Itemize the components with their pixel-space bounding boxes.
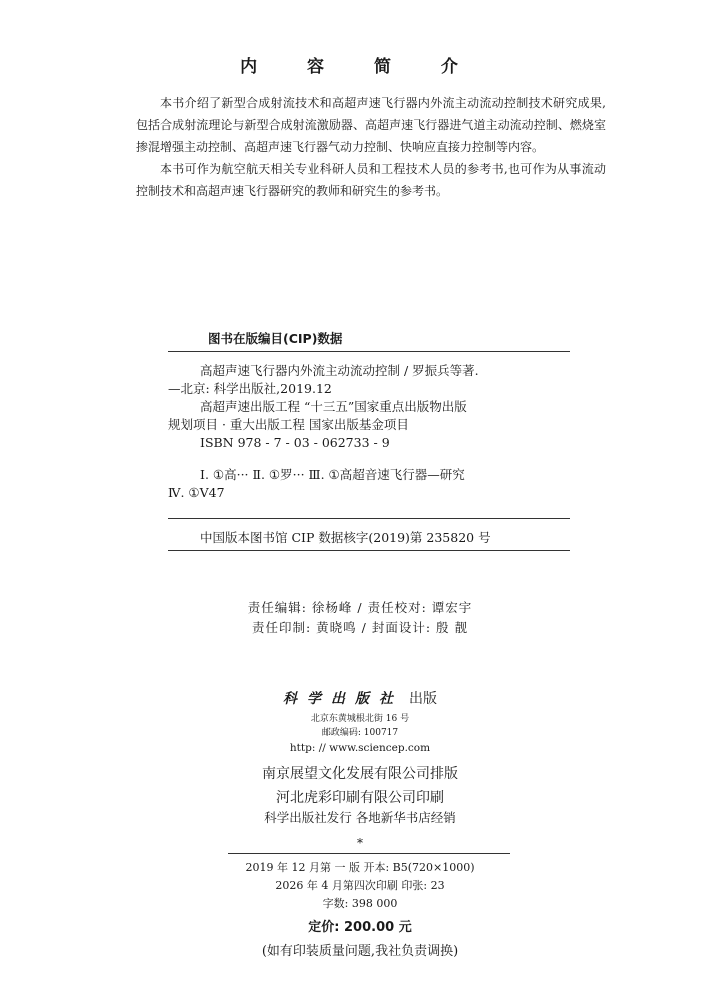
cip-classification-1: Ⅰ. ①高··· Ⅱ. ①罗··· Ⅲ. ①高超音速飞行器—研究	[200, 467, 465, 482]
cip-isbn: ISBN 978 - 7 - 03 - 062733 - 9	[200, 435, 390, 450]
cip-body	[168, 362, 568, 502]
word-count: 字数: 398 000	[322, 897, 398, 910]
printing-line: 2026 年 4 月第四次印刷 印张: 23	[275, 879, 445, 892]
printer-line: 河北虎彩印刷有限公司印刷	[276, 790, 444, 806]
quality-notice: (如有印装质量问题,我社负责调换)	[261, 944, 459, 959]
cip-top-rule	[168, 351, 570, 352]
editors-line-1: 责任编辑: 徐杨峰 / 责任校对: 谭宏宇	[247, 600, 473, 615]
cip-classification-2: Ⅳ. ①V47	[168, 485, 225, 500]
publisher-logo-text: 科学出版社	[283, 691, 403, 707]
cip-line-1: 高超声速飞行器内外流主动流动控制 / 罗振兵等著.	[200, 363, 479, 378]
publisher-postcode: 邮政编码: 100717	[321, 728, 399, 738]
cip-line-4: 规划项目 · 重大出版工程 国家出版基金项目	[168, 417, 409, 432]
price-label: 定价: 200.00 元	[308, 920, 412, 935]
summary-paragraph-2: 本书可作为航空航天相关专业科研人员和工程技术人员的参考书,也可作为从事流动控制技术和高超声速飞行器研究的教师和研究生的参考书。	[136, 162, 606, 198]
cip-line-3: 高超声速出版工程 “十三五”国家重点出版物出版	[200, 399, 467, 414]
separator-star: *	[357, 836, 363, 850]
distribution-line: 科学出版社发行 各地新华书店经销	[264, 810, 456, 825]
typesetter-line: 南京展望文化发展有限公司排版	[262, 766, 458, 782]
summary-heading: 内 容 简 介	[240, 57, 480, 77]
cip-line-2: —北京: 科学出版社,2019.12	[168, 381, 332, 396]
cip-record-number: 中国版本图书馆 CIP 数据核字(2019)第 235820 号	[200, 530, 491, 545]
summary-text	[136, 92, 606, 202]
edition-line: 2019 年 12 月第 一 版 开本: B5(720×1000)	[245, 861, 475, 874]
publisher-address: 北京东黄城根北街 16 号	[310, 714, 410, 724]
publisher-line	[0, 688, 720, 708]
cip-middle-rule	[168, 518, 570, 519]
summary-paragraph-1: 本书介绍了新型合成射流技术和高超声速飞行器内外流主动流动控制技术研究成果,包括合成射流理论与新型合成射流激励器、高超声速飞行器进气道主动流动控制、燃烧室掺混增强主动控制、高超声速飞行器气动力控制、快响应直接力控制等内容。	[136, 96, 606, 154]
colophon-rule	[228, 853, 510, 854]
cip-title: 图书在版编目(CIP)数据	[208, 331, 343, 346]
cip-bottom-rule	[168, 550, 570, 551]
publisher-suffix: 出版	[409, 691, 437, 707]
editors-line-2: 责任印制: 黄晓鸣 / 封面设计: 殷 靓	[251, 620, 468, 635]
editors-block	[0, 598, 720, 638]
publisher-website: http: // www.sciencep.com	[289, 742, 431, 754]
